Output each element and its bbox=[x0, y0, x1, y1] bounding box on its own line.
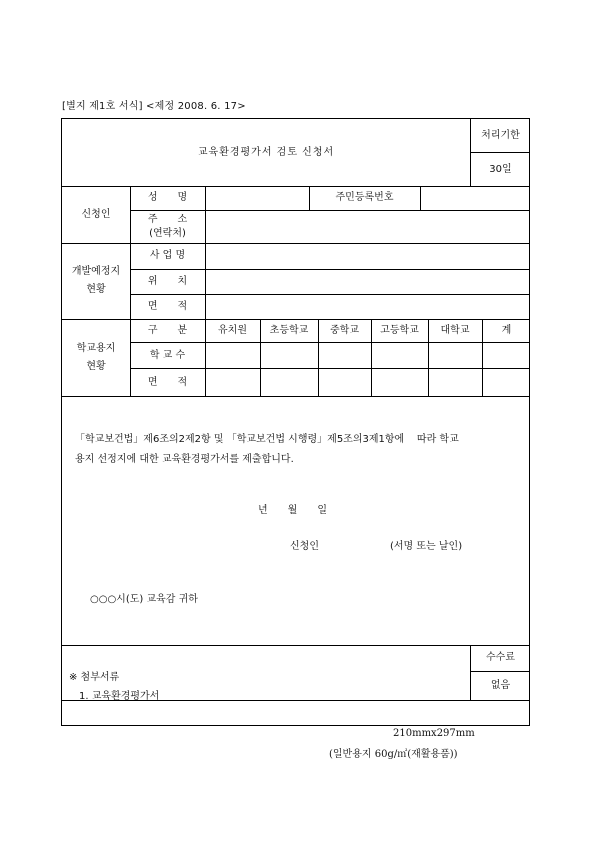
address-field[interactable] bbox=[205, 211, 531, 243]
statement-line-1: 「학교보건법」제6조의2제2항 및 「학교보건법 시행령」제5조의3제1항에 따라 학교 bbox=[75, 434, 459, 445]
count-university-field[interactable] bbox=[428, 343, 482, 368]
fee-label: 수수료 bbox=[486, 652, 515, 663]
dev-site-label-line2: 현황 bbox=[86, 284, 106, 295]
dev-site-section-label bbox=[62, 243, 130, 319]
dev-site-label-line1: 개발예정지 bbox=[71, 266, 121, 277]
school-area-label: 면 적 bbox=[147, 376, 188, 388]
location-field[interactable] bbox=[205, 270, 531, 294]
area-high-field[interactable] bbox=[371, 369, 428, 396]
area-elementary-field[interactable] bbox=[260, 369, 318, 396]
applicant-section-label: 신청인 bbox=[81, 208, 111, 220]
paper-size: 210mmx297mm bbox=[393, 728, 475, 739]
signature-note: (서명 또는 날인) bbox=[390, 541, 463, 552]
school-site-label-line2: 현황 bbox=[86, 360, 106, 372]
school-count-label: 학 교 수 bbox=[149, 349, 186, 361]
dev-area-field[interactable] bbox=[205, 295, 531, 319]
name-label: 성 명 bbox=[147, 192, 188, 203]
attachment-item: 1. 교육환경평가서 bbox=[79, 691, 160, 702]
project-name-label: 사 업 명 bbox=[149, 250, 186, 261]
signer-name-field[interactable] bbox=[330, 537, 390, 557]
count-elementary-field[interactable] bbox=[260, 343, 318, 368]
form-title: 교육환경평가서 검토 신청서 bbox=[197, 146, 335, 158]
count-total-field[interactable] bbox=[482, 343, 531, 368]
form-number-note: [별지 제1호 서식] <제정 2008. 6. 17> bbox=[62, 101, 246, 112]
resident-id-field[interactable] bbox=[420, 186, 531, 210]
column-middle: 중학교 bbox=[330, 324, 359, 336]
address-label-line1: 주 소 bbox=[147, 214, 188, 225]
area-kindergarten-field[interactable] bbox=[205, 369, 260, 396]
attachments-header: ※ 첨부서류 bbox=[69, 672, 120, 683]
processing-period-value: 30일 bbox=[489, 163, 512, 175]
area-middle-field[interactable] bbox=[318, 369, 371, 396]
application-form bbox=[61, 118, 530, 726]
count-kindergarten-field[interactable] bbox=[205, 343, 260, 368]
resident-id-label: 주민등록번호 bbox=[335, 192, 394, 203]
statement-bottom-line bbox=[62, 645, 529, 646]
column-university: 대학교 bbox=[440, 324, 470, 336]
address-label-line2: (연락처) bbox=[149, 228, 186, 239]
address-label bbox=[130, 211, 205, 243]
school-site-label-line1: 학교용지 bbox=[76, 342, 116, 354]
column-high: 고등학교 bbox=[380, 324, 419, 336]
statement-line-2: 용지 선정지에 대한 교육환경평가서를 제출합니다. bbox=[75, 454, 294, 465]
area-total-field[interactable] bbox=[482, 369, 531, 396]
fee-value: 없음 bbox=[490, 680, 511, 691]
category-label: 구 분 bbox=[147, 324, 188, 336]
school-site-section-label bbox=[62, 319, 130, 396]
addressee: ○○○시(도) 교육감 귀하 bbox=[90, 594, 198, 605]
count-high-field[interactable] bbox=[371, 343, 428, 368]
signer-label: 신청인 bbox=[290, 541, 319, 552]
project-name-field[interactable] bbox=[205, 243, 531, 269]
name-field[interactable] bbox=[205, 186, 309, 210]
location-label: 위 치 bbox=[147, 276, 188, 287]
submission-date: 년 월 일 bbox=[258, 505, 327, 516]
column-elementary: 초등학교 bbox=[269, 324, 309, 336]
processing-period-label: 처리기한 bbox=[481, 129, 520, 141]
count-middle-field[interactable] bbox=[318, 343, 371, 368]
school-bottom-line bbox=[62, 396, 529, 397]
column-kindergarten: 유치원 bbox=[218, 324, 247, 336]
column-total: 계 bbox=[501, 324, 512, 336]
area-university-field[interactable] bbox=[428, 369, 482, 396]
dev-area-label: 면 적 bbox=[147, 301, 188, 312]
paper-spec: (일반용지 60g/㎡(재활용품)) bbox=[329, 749, 458, 760]
